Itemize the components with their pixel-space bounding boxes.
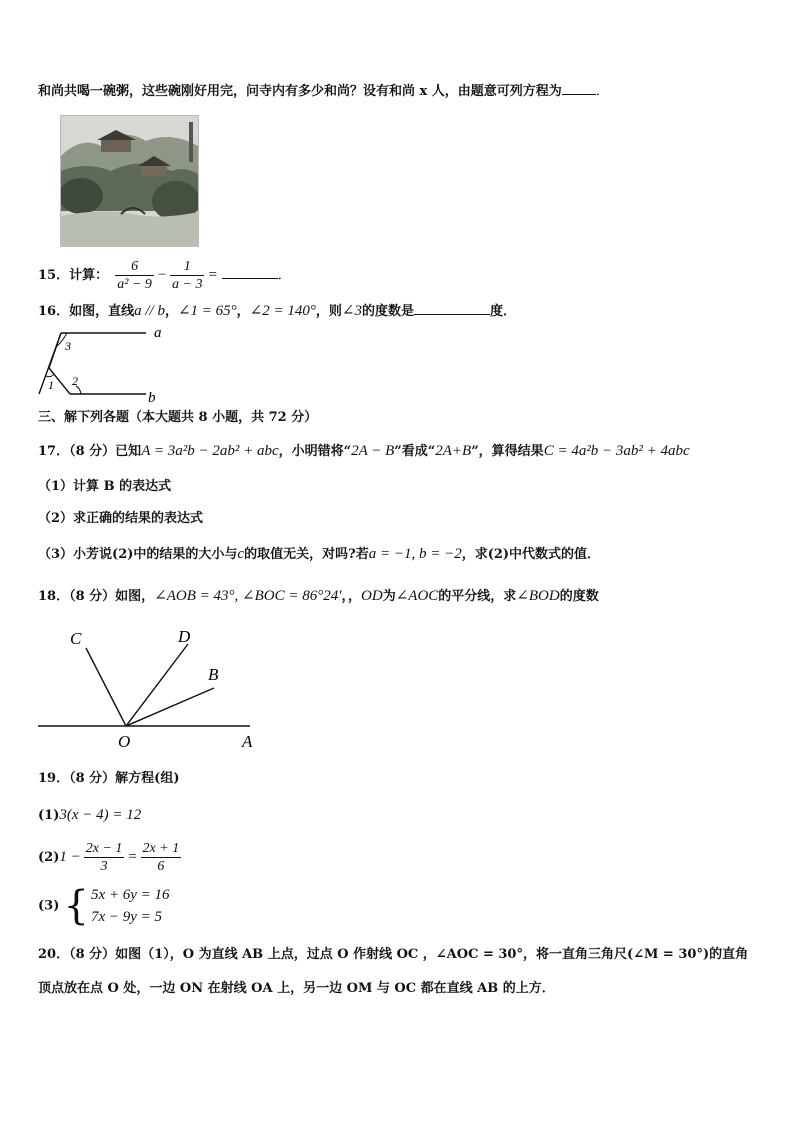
q19-part3: (3) { 5x + 6y = 16 7x − 9y = 5: [38, 883, 170, 929]
ray-OD: [126, 644, 188, 726]
answer-blank: [222, 266, 278, 279]
q17-part1: （1）计算 B 的表达式: [38, 479, 172, 494]
label-D: D: [178, 627, 191, 646]
ray-OC: [86, 648, 126, 726]
q17-part2: （2）求正确的结果的表达式: [38, 511, 204, 526]
label-B: B: [208, 665, 219, 684]
q15: 15．计算： $\frac{6}{\text{a² − 9}}$ − $\frac{1}{a - 3}$ = ．: [38, 259, 291, 292]
ray-OB: [126, 688, 214, 726]
system-brace: {: [63, 883, 89, 929]
label-C: C: [70, 629, 82, 648]
q19-part2: (2)1 − $\frac{2x - 1}{3}$ = $\frac{2x + 1}{6}$: [38, 841, 180, 874]
fraction-left: $\frac{2x - 1}{3}$: [85, 841, 123, 874]
q20-line2: 顶点放在点 O 处，一边 ON 在射线 OA 上，另一边 OM 与 OC 都在直线 AB 的上方．: [38, 981, 555, 996]
q19-part1: (1)3(x − 4) = 12: [38, 807, 142, 823]
q17-part3: （3）小芳说(2)中的结果的大小与c的取值无关，对吗?若a = −1, b = −2，求(2)中代数式的值．: [38, 546, 601, 562]
label-a: a: [154, 325, 162, 341]
label-3: 3: [65, 339, 71, 353]
landscape-painting: [60, 115, 199, 247]
label-2: 2: [72, 374, 78, 388]
q18: 18．（8 分）如图，∠AOB = 43°, ∠BOC = 86°24′，，OD为∠AOC的平分线，求∠BOD的度数: [38, 588, 599, 604]
q14-text: 和尚共喝一碗粥，这些碗刚好用完，问寺内有多少和尚？设有和尚 x 人，由题意可列方程为 ．: [38, 84, 609, 99]
fraction-right: $\frac{2x + 1}{6}$: [142, 841, 180, 874]
label-1: 1: [48, 378, 54, 392]
answer-blank: [562, 82, 596, 95]
q20-line1: 20．（8 分）如图（1），O 为直线 AB 上点，过点 O 作射线 OC ，∠AOC = 30°，将一直角三角尺(∠M = 30°)的直角: [38, 947, 749, 962]
q16-figure: [34, 322, 174, 410]
q17: 17．（8 分）已知A = 3a²b − 2ab² + abc，小明错将“2A − B”看成“2A+B”，算得结果C = 4a²b − 3ab² + 4abc: [38, 443, 690, 459]
fraction-1: $\frac{6}{\text{a² − 9}}$: [117, 259, 152, 292]
q19: 19．（8 分）解方程(组): [38, 771, 180, 786]
answer-blank: [414, 302, 490, 315]
section-heading: 三、解下列各题（本大题共 8 小题，共 72 分）: [38, 410, 318, 425]
label-b: b: [148, 390, 156, 406]
label-O: O: [118, 732, 131, 751]
q18-figure: [36, 626, 262, 754]
q16: 16．如图，直线a // b，∠1 = 65°，∠2 = 140°，则∠3的度数是 度．: [38, 303, 517, 319]
equation-system: 5x + 6y = 16 7x − 9y = 5: [90, 887, 170, 925]
fraction-2: $\frac{1}{a - 3}$: [172, 259, 203, 292]
label-A: A: [242, 732, 253, 751]
